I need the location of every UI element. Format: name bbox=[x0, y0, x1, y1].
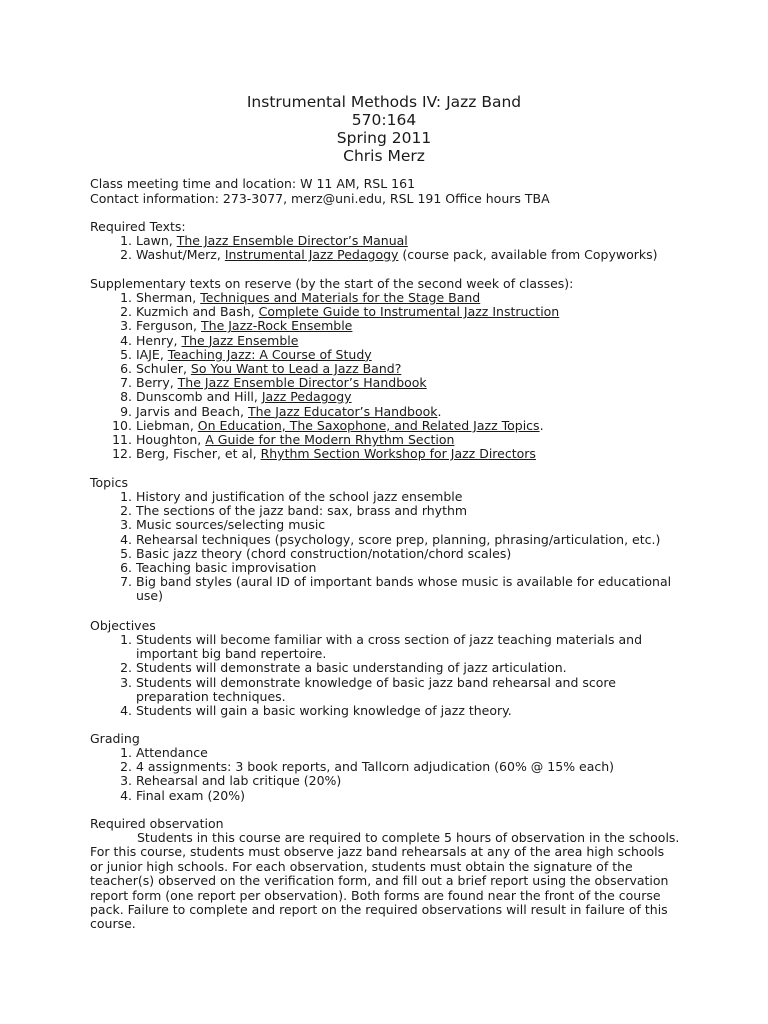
book-title-link[interactable]: The Jazz Ensemble Director’s Handbook bbox=[177, 375, 427, 391]
grading-heading: Grading bbox=[90, 731, 140, 746]
author: Schuler, bbox=[136, 361, 191, 377]
course-title: Instrumental Methods IV: Jazz Band bbox=[246, 93, 522, 111]
objective-text: Students will become familiar with a cross section of jazz teaching materials and important big band repertoire. bbox=[136, 632, 642, 662]
author: Houghton, bbox=[136, 432, 206, 448]
instructor-name: Chris Merz bbox=[343, 147, 425, 165]
syllabus-header bbox=[0, 93, 768, 165]
grading-list bbox=[90, 746, 690, 803]
list-item bbox=[90, 789, 690, 803]
list-number: 4. bbox=[120, 787, 132, 803]
topic-text: Basic jazz theory (chord construction/notation/chord scales) bbox=[136, 545, 512, 561]
list-item bbox=[90, 362, 690, 376]
list-item bbox=[90, 390, 690, 404]
list-number: 1. bbox=[120, 745, 132, 760]
class-info bbox=[90, 176, 710, 206]
list-item bbox=[90, 774, 690, 788]
objectives-section bbox=[90, 618, 690, 718]
list-number: 4. bbox=[120, 703, 132, 719]
list-number: 1. bbox=[120, 632, 132, 647]
list-item bbox=[90, 518, 690, 532]
grading-section bbox=[90, 731, 690, 803]
author: IAJE, bbox=[136, 346, 168, 362]
list-item bbox=[90, 561, 690, 575]
list-number: 8. bbox=[120, 389, 132, 405]
observation-paragraph bbox=[90, 831, 680, 932]
list-item bbox=[90, 405, 690, 419]
observation-section bbox=[90, 816, 680, 932]
list-item bbox=[90, 661, 690, 675]
author: Berg, Fischer, et al, bbox=[136, 446, 261, 462]
book-note: . bbox=[539, 417, 544, 433]
list-item bbox=[90, 234, 690, 248]
contact-info: Contact information: 273-3077, merz@uni.edu, RSL 191 Office hours TBA bbox=[90, 191, 550, 206]
list-number: 4. bbox=[120, 531, 132, 547]
list-number: 4. bbox=[120, 332, 132, 348]
book-title-link[interactable]: The Jazz Educator’s Handbook bbox=[248, 403, 438, 419]
required-texts-list bbox=[90, 234, 690, 262]
objectives-list bbox=[90, 633, 690, 718]
supplementary-texts-section bbox=[90, 276, 690, 461]
topic-text: Music sources/selecting music bbox=[136, 517, 326, 533]
list-item bbox=[90, 291, 690, 305]
author: Lawn, bbox=[136, 233, 177, 248]
book-title-link[interactable]: Rhythm Section Workshop for Jazz Directors bbox=[260, 446, 536, 462]
book-title-link[interactable]: The Jazz Ensemble bbox=[181, 332, 299, 348]
list-number: 6. bbox=[120, 361, 132, 377]
list-item bbox=[90, 419, 690, 433]
book-title-link[interactable]: The Jazz Ensemble Director’s Manual bbox=[176, 233, 408, 248]
list-number: 2. bbox=[120, 660, 132, 676]
list-number: 11. bbox=[112, 432, 132, 448]
list-item bbox=[90, 547, 690, 561]
supplementary-texts-heading: Supplementary texts on reserve (by the start of the second week of classes): bbox=[90, 276, 574, 291]
list-number: 9. bbox=[120, 403, 132, 419]
list-number: 3. bbox=[120, 773, 132, 789]
list-number: 2. bbox=[120, 247, 132, 263]
author: Jarvis and Beach, bbox=[136, 403, 248, 419]
observation-text: Students in this course are required to complete 5 hours of observation in the schools. For this course, students must observe jazz band rehearsals at any of the area high schools or junior high schools. For each observation, students must obtain the signature of the teacher(s) observed on the verification form, and fill out a brief report using the observation report form (one report per observation). Both forms are found near the front of the course pack. Failure to complete and report on the required observations will result in failure of this course. bbox=[90, 830, 680, 932]
list-item bbox=[90, 504, 690, 518]
course-number: 570:164 bbox=[351, 111, 417, 129]
list-item bbox=[90, 676, 690, 704]
author: Henry, bbox=[136, 332, 182, 348]
list-item bbox=[90, 575, 690, 603]
list-item bbox=[90, 248, 690, 262]
list-number: 2. bbox=[120, 503, 132, 519]
grading-text: Rehearsal and lab critique (20%) bbox=[136, 773, 342, 789]
observation-heading: Required observation bbox=[90, 816, 224, 831]
list-number: 3. bbox=[120, 318, 132, 334]
book-title-link[interactable]: Techniques and Materials for the Stage Band bbox=[200, 290, 481, 305]
list-number: 7. bbox=[120, 574, 132, 590]
author: Ferguson, bbox=[136, 318, 202, 334]
list-number: 1. bbox=[120, 489, 132, 504]
supplementary-texts-list bbox=[90, 291, 690, 461]
topic-text: Big band styles (aural ID of important bands whose music is available for educational use) bbox=[136, 574, 672, 604]
list-item bbox=[90, 376, 690, 390]
author: Liebman, bbox=[136, 417, 198, 433]
required-texts-section bbox=[90, 219, 690, 262]
topics-heading: Topics bbox=[90, 475, 128, 490]
book-title-link[interactable]: Jazz Pedagogy bbox=[261, 389, 352, 405]
objective-text: Students will gain a basic working knowledge of jazz theory. bbox=[136, 703, 512, 719]
objective-text: Students will demonstrate a basic understanding of jazz articulation. bbox=[136, 660, 567, 676]
objective-text: Students will demonstrate knowledge of basic jazz band rehearsal and score preparation techniques. bbox=[136, 674, 616, 704]
list-number: 6. bbox=[120, 560, 132, 576]
list-number: 5. bbox=[120, 346, 132, 362]
list-item bbox=[90, 633, 690, 661]
topic-text: Rehearsal techniques (psychology, score prep, planning, phrasing/articulation, etc.) bbox=[136, 531, 661, 547]
topics-list bbox=[90, 490, 690, 604]
book-title-link[interactable]: Teaching Jazz: A Course of Study bbox=[167, 346, 372, 362]
list-number: 5. bbox=[120, 545, 132, 561]
book-note: (course pack, available from Copyworks) bbox=[398, 247, 658, 263]
objectives-heading: Objectives bbox=[90, 618, 156, 633]
list-number: 3. bbox=[120, 517, 132, 533]
list-number: 2. bbox=[120, 304, 132, 320]
list-number: 3. bbox=[120, 674, 132, 690]
book-title-link[interactable]: Complete Guide to Instrumental Jazz Instruction bbox=[258, 304, 560, 320]
author: Sherman, bbox=[136, 290, 201, 305]
list-number: 10. bbox=[112, 417, 132, 433]
list-number: 2. bbox=[120, 759, 132, 775]
book-note: . bbox=[437, 403, 442, 419]
author: Kuzmich and Bash, bbox=[136, 304, 259, 320]
book-title-link[interactable]: Instrumental Jazz Pedagogy bbox=[224, 247, 399, 263]
list-item bbox=[90, 760, 690, 774]
book-title-link[interactable]: On Education, The Saxophone, and Related Jazz Topics bbox=[197, 417, 540, 433]
list-item bbox=[90, 704, 690, 718]
author: Washut/Merz, bbox=[136, 247, 225, 263]
list-item bbox=[90, 348, 690, 362]
topic-text: The sections of the jazz band: sax, brass and rhythm bbox=[136, 503, 468, 519]
list-number: 1. bbox=[120, 233, 132, 248]
grading-text: Final exam (20%) bbox=[136, 787, 245, 803]
topics-section bbox=[90, 475, 690, 604]
grading-text: Attendance bbox=[136, 745, 208, 760]
list-item bbox=[90, 447, 690, 461]
list-number: 12. bbox=[112, 446, 132, 462]
list-item bbox=[90, 433, 690, 447]
required-texts-heading: Required Texts: bbox=[90, 219, 186, 234]
list-item bbox=[90, 746, 690, 760]
book-title-link[interactable]: The Jazz-Rock Ensemble bbox=[201, 318, 353, 334]
topic-text: Teaching basic improvisation bbox=[136, 560, 317, 576]
list-item bbox=[90, 490, 690, 504]
topic-text: History and justification of the school jazz ensemble bbox=[136, 489, 463, 504]
list-item bbox=[90, 533, 690, 547]
book-title-link[interactable]: So You Want to Lead a Jazz Band? bbox=[190, 361, 402, 377]
class-meeting-info: Class meeting time and location: W 11 AM, RSL 161 bbox=[90, 176, 416, 191]
list-item bbox=[90, 319, 690, 333]
list-item bbox=[90, 305, 690, 319]
author: Berry, bbox=[136, 375, 178, 391]
course-term: Spring 2011 bbox=[336, 129, 432, 147]
grading-text: 4 assignments: 3 book reports, and Tallcorn adjudication (60% @ 15% each) bbox=[136, 759, 615, 775]
book-title-link[interactable]: A Guide for the Modern Rhythm Section bbox=[205, 432, 455, 448]
author: Dunscomb and Hill, bbox=[136, 389, 262, 405]
list-number: 1. bbox=[120, 290, 132, 305]
list-item bbox=[90, 334, 690, 348]
list-number: 7. bbox=[120, 375, 132, 391]
